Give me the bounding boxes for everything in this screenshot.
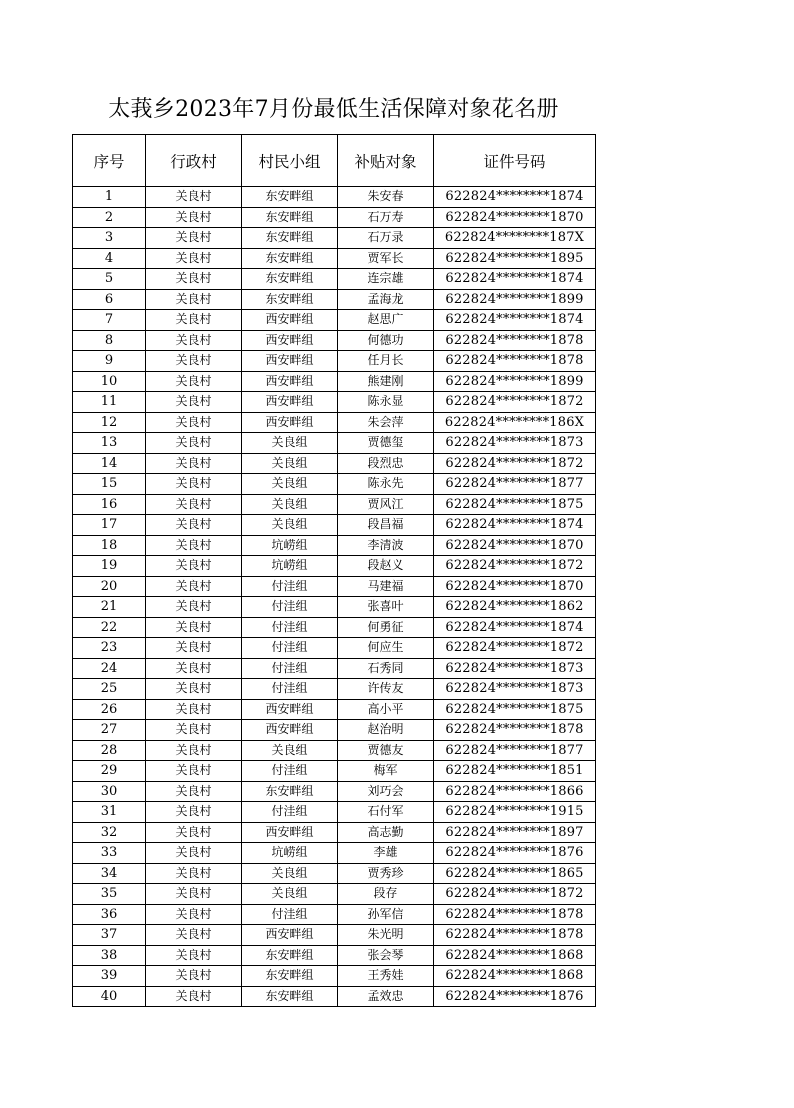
cell-village: 关良村	[146, 802, 242, 823]
cell-recipient: 何勇征	[338, 617, 434, 638]
cell-id-number: 622824********187X	[434, 228, 596, 249]
cell-group: 关良组	[242, 474, 338, 495]
cell-serial: 17	[73, 515, 146, 536]
cell-id-number: 622824********1874	[434, 515, 596, 536]
table-row	[73, 474, 596, 495]
cell-serial: 14	[73, 453, 146, 474]
cell-village: 关良村	[146, 986, 242, 1007]
cell-serial: 11	[73, 392, 146, 413]
cell-recipient: 高志勤	[338, 822, 434, 843]
table-row	[73, 925, 596, 946]
cell-recipient: 贾德友	[338, 740, 434, 761]
cell-id-number: 622824********1866	[434, 781, 596, 802]
cell-id-number: 622824********1868	[434, 945, 596, 966]
table-row	[73, 494, 596, 515]
cell-village: 关良村	[146, 576, 242, 597]
cell-id-number: 622824********1874	[434, 310, 596, 331]
cell-village: 关良村	[146, 884, 242, 905]
cell-group: 东安畔组	[242, 781, 338, 802]
cell-id-number: 622824********1851	[434, 761, 596, 782]
cell-id-number: 622824********1872	[434, 392, 596, 413]
cell-group: 西安畔组	[242, 699, 338, 720]
cell-group: 付洼组	[242, 576, 338, 597]
cell-group: 坑崂组	[242, 535, 338, 556]
cell-village: 关良村	[146, 351, 242, 372]
cell-group: 西安畔组	[242, 392, 338, 413]
cell-serial: 27	[73, 720, 146, 741]
table-row	[73, 310, 596, 331]
cell-group: 西安畔组	[242, 720, 338, 741]
table-row	[73, 802, 596, 823]
roster-body	[73, 187, 596, 1007]
cell-group: 付洼组	[242, 904, 338, 925]
cell-group: 坑崂组	[242, 556, 338, 577]
table-row	[73, 371, 596, 392]
cell-village: 关良村	[146, 310, 242, 331]
cell-serial: 2	[73, 207, 146, 228]
header-village: 行政村	[146, 135, 242, 187]
table-row	[73, 248, 596, 269]
cell-village: 关良村	[146, 617, 242, 638]
cell-recipient: 高小平	[338, 699, 434, 720]
cell-id-number: 622824********1874	[434, 617, 596, 638]
cell-recipient: 孟效忠	[338, 986, 434, 1007]
cell-group: 付洼组	[242, 597, 338, 618]
cell-village: 关良村	[146, 781, 242, 802]
cell-village: 关良村	[146, 433, 242, 454]
cell-village: 关良村	[146, 474, 242, 495]
cell-village: 关良村	[146, 761, 242, 782]
cell-id-number: 622824********1872	[434, 453, 596, 474]
cell-serial: 6	[73, 289, 146, 310]
cell-id-number: 622824********1878	[434, 925, 596, 946]
cell-recipient: 王秀娃	[338, 966, 434, 987]
cell-village: 关良村	[146, 925, 242, 946]
cell-recipient: 石万寿	[338, 207, 434, 228]
cell-serial: 36	[73, 904, 146, 925]
cell-group: 西安畔组	[242, 412, 338, 433]
cell-serial: 30	[73, 781, 146, 802]
cell-village: 关良村	[146, 371, 242, 392]
cell-serial: 39	[73, 966, 146, 987]
table-row	[73, 781, 596, 802]
cell-recipient: 赵治明	[338, 720, 434, 741]
cell-group: 东安畔组	[242, 966, 338, 987]
table-row	[73, 617, 596, 638]
cell-group: 东安畔组	[242, 207, 338, 228]
cell-recipient: 张喜叶	[338, 597, 434, 618]
cell-serial: 40	[73, 986, 146, 1007]
header-recipient: 补贴对象	[338, 135, 434, 187]
cell-group: 东安畔组	[242, 945, 338, 966]
cell-id-number: 622824********1899	[434, 371, 596, 392]
cell-group: 关良组	[242, 433, 338, 454]
cell-serial: 1	[73, 187, 146, 208]
table-row	[73, 986, 596, 1007]
cell-village: 关良村	[146, 720, 242, 741]
table-row	[73, 187, 596, 208]
cell-serial: 5	[73, 269, 146, 290]
cell-serial: 25	[73, 679, 146, 700]
cell-group: 付洼组	[242, 802, 338, 823]
header-row	[73, 135, 596, 187]
cell-serial: 15	[73, 474, 146, 495]
cell-recipient: 段昌福	[338, 515, 434, 536]
cell-serial: 31	[73, 802, 146, 823]
cell-id-number: 622824********186X	[434, 412, 596, 433]
cell-group: 西安畔组	[242, 351, 338, 372]
cell-recipient: 石付军	[338, 802, 434, 823]
cell-id-number: 622824********1878	[434, 351, 596, 372]
table-row	[73, 843, 596, 864]
cell-village: 关良村	[146, 248, 242, 269]
cell-group: 付洼组	[242, 638, 338, 659]
cell-serial: 16	[73, 494, 146, 515]
cell-village: 关良村	[146, 289, 242, 310]
cell-id-number: 622824********1874	[434, 269, 596, 290]
cell-recipient: 赵思广	[338, 310, 434, 331]
table-row	[73, 597, 596, 618]
header-group: 村民小组	[242, 135, 338, 187]
cell-village: 关良村	[146, 699, 242, 720]
cell-id-number: 622824********1897	[434, 822, 596, 843]
cell-id-number: 622824********1872	[434, 556, 596, 577]
cell-id-number: 622824********1899	[434, 289, 596, 310]
cell-id-number: 622824********1870	[434, 576, 596, 597]
cell-recipient: 贾风江	[338, 494, 434, 515]
cell-village: 关良村	[146, 187, 242, 208]
cell-village: 关良村	[146, 740, 242, 761]
cell-village: 关良村	[146, 679, 242, 700]
cell-id-number: 622824********1876	[434, 986, 596, 1007]
cell-recipient: 熊建刚	[338, 371, 434, 392]
cell-recipient: 何德功	[338, 330, 434, 351]
cell-id-number: 622824********1872	[434, 638, 596, 659]
cell-group: 东安畔组	[242, 248, 338, 269]
cell-village: 关良村	[146, 556, 242, 577]
cell-village: 关良村	[146, 658, 242, 679]
cell-recipient: 段存	[338, 884, 434, 905]
cell-group: 关良组	[242, 884, 338, 905]
cell-group: 关良组	[242, 453, 338, 474]
table-row	[73, 822, 596, 843]
cell-recipient: 段烈忠	[338, 453, 434, 474]
cell-recipient: 孙军信	[338, 904, 434, 925]
cell-village: 关良村	[146, 269, 242, 290]
cell-village: 关良村	[146, 453, 242, 474]
cell-recipient: 贾秀珍	[338, 863, 434, 884]
cell-group: 关良组	[242, 740, 338, 761]
cell-serial: 21	[73, 597, 146, 618]
cell-village: 关良村	[146, 945, 242, 966]
cell-village: 关良村	[146, 843, 242, 864]
cell-village: 关良村	[146, 330, 242, 351]
table-row	[73, 351, 596, 372]
cell-serial: 8	[73, 330, 146, 351]
header-id-number: 证件号码	[434, 135, 596, 187]
table-row	[73, 207, 596, 228]
cell-village: 关良村	[146, 966, 242, 987]
cell-village: 关良村	[146, 904, 242, 925]
cell-group: 西安畔组	[242, 371, 338, 392]
cell-id-number: 622824********1877	[434, 474, 596, 495]
cell-serial: 33	[73, 843, 146, 864]
cell-village: 关良村	[146, 515, 242, 536]
page-title: 太莪乡2023年7月份最低生活保障对象花名册	[108, 97, 559, 122]
cell-group: 东安畔组	[242, 269, 338, 290]
cell-id-number: 622824********1873	[434, 658, 596, 679]
cell-village: 关良村	[146, 597, 242, 618]
cell-recipient: 朱安春	[338, 187, 434, 208]
cell-serial: 34	[73, 863, 146, 884]
cell-recipient: 李雄	[338, 843, 434, 864]
cell-group: 西安畔组	[242, 822, 338, 843]
table-row	[73, 740, 596, 761]
table-row	[73, 535, 596, 556]
cell-id-number: 622824********1877	[434, 740, 596, 761]
table-row	[73, 761, 596, 782]
cell-recipient: 石万录	[338, 228, 434, 249]
cell-village: 关良村	[146, 863, 242, 884]
cell-id-number: 622824********1915	[434, 802, 596, 823]
cell-recipient: 孟海龙	[338, 289, 434, 310]
cell-group: 关良组	[242, 515, 338, 536]
cell-recipient: 刘巧会	[338, 781, 434, 802]
cell-recipient: 任月长	[338, 351, 434, 372]
cell-serial: 29	[73, 761, 146, 782]
table-row	[73, 289, 596, 310]
cell-id-number: 622824********1878	[434, 720, 596, 741]
cell-recipient: 何应生	[338, 638, 434, 659]
cell-serial: 26	[73, 699, 146, 720]
table-row	[73, 720, 596, 741]
cell-recipient: 贾德玺	[338, 433, 434, 454]
table-row	[73, 453, 596, 474]
cell-id-number: 622824********1865	[434, 863, 596, 884]
cell-village: 关良村	[146, 638, 242, 659]
cell-recipient: 段赵义	[338, 556, 434, 577]
cell-serial: 10	[73, 371, 146, 392]
cell-group: 东安畔组	[242, 986, 338, 1007]
cell-serial: 37	[73, 925, 146, 946]
cell-serial: 20	[73, 576, 146, 597]
cell-village: 关良村	[146, 412, 242, 433]
table-row	[73, 638, 596, 659]
cell-id-number: 622824********1870	[434, 535, 596, 556]
header-serial: 序号	[73, 135, 146, 187]
cell-serial: 7	[73, 310, 146, 331]
cell-serial: 38	[73, 945, 146, 966]
table-row	[73, 433, 596, 454]
cell-group: 关良组	[242, 863, 338, 884]
cell-id-number: 622824********1895	[434, 248, 596, 269]
table-row	[73, 884, 596, 905]
cell-group: 坑崂组	[242, 843, 338, 864]
table-row	[73, 330, 596, 351]
table-row	[73, 556, 596, 577]
cell-serial: 13	[73, 433, 146, 454]
table-row	[73, 699, 596, 720]
cell-village: 关良村	[146, 535, 242, 556]
cell-serial: 4	[73, 248, 146, 269]
cell-group: 西安畔组	[242, 925, 338, 946]
cell-id-number: 622824********1870	[434, 207, 596, 228]
cell-id-number: 622824********1862	[434, 597, 596, 618]
cell-recipient: 贾军长	[338, 248, 434, 269]
cell-id-number: 622824********1876	[434, 843, 596, 864]
cell-recipient: 连宗雄	[338, 269, 434, 290]
cell-id-number: 622824********1875	[434, 494, 596, 515]
table-row	[73, 515, 596, 536]
cell-recipient: 许传友	[338, 679, 434, 700]
cell-id-number: 622824********1878	[434, 904, 596, 925]
cell-village: 关良村	[146, 822, 242, 843]
cell-serial: 3	[73, 228, 146, 249]
cell-id-number: 622824********1873	[434, 679, 596, 700]
cell-id-number: 622824********1873	[434, 433, 596, 454]
cell-village: 关良村	[146, 494, 242, 515]
table-row	[73, 966, 596, 987]
cell-group: 付洼组	[242, 761, 338, 782]
cell-group: 东安畔组	[242, 187, 338, 208]
table-row	[73, 679, 596, 700]
cell-recipient: 朱光明	[338, 925, 434, 946]
cell-id-number: 622824********1874	[434, 187, 596, 208]
table-row	[73, 228, 596, 249]
cell-group: 东安畔组	[242, 289, 338, 310]
cell-serial: 23	[73, 638, 146, 659]
cell-recipient: 石秀同	[338, 658, 434, 679]
cell-serial: 32	[73, 822, 146, 843]
roster-table	[72, 134, 596, 1007]
cell-recipient: 马建福	[338, 576, 434, 597]
cell-group: 西安畔组	[242, 310, 338, 331]
cell-serial: 19	[73, 556, 146, 577]
cell-group: 付洼组	[242, 658, 338, 679]
table-row	[73, 576, 596, 597]
cell-serial: 9	[73, 351, 146, 372]
table-row	[73, 863, 596, 884]
cell-id-number: 622824********1878	[434, 330, 596, 351]
cell-serial: 28	[73, 740, 146, 761]
table-row	[73, 904, 596, 925]
cell-village: 关良村	[146, 228, 242, 249]
table-row	[73, 392, 596, 413]
cell-serial: 35	[73, 884, 146, 905]
cell-village: 关良村	[146, 207, 242, 228]
cell-recipient: 陈永显	[338, 392, 434, 413]
cell-group: 西安畔组	[242, 330, 338, 351]
cell-village: 关良村	[146, 392, 242, 413]
table-row	[73, 658, 596, 679]
cell-serial: 22	[73, 617, 146, 638]
cell-recipient: 李清波	[338, 535, 434, 556]
cell-id-number: 622824********1868	[434, 966, 596, 987]
cell-serial: 12	[73, 412, 146, 433]
cell-id-number: 622824********1875	[434, 699, 596, 720]
cell-group: 付洼组	[242, 617, 338, 638]
cell-group: 东安畔组	[242, 228, 338, 249]
cell-serial: 18	[73, 535, 146, 556]
table-row	[73, 269, 596, 290]
cell-group: 关良组	[242, 494, 338, 515]
table-row	[73, 945, 596, 966]
table-row	[73, 412, 596, 433]
cell-serial: 24	[73, 658, 146, 679]
cell-group: 付洼组	[242, 679, 338, 700]
cell-recipient: 朱会萍	[338, 412, 434, 433]
cell-recipient: 梅军	[338, 761, 434, 782]
cell-recipient: 陈永先	[338, 474, 434, 495]
cell-recipient: 张会琴	[338, 945, 434, 966]
cell-id-number: 622824********1872	[434, 884, 596, 905]
